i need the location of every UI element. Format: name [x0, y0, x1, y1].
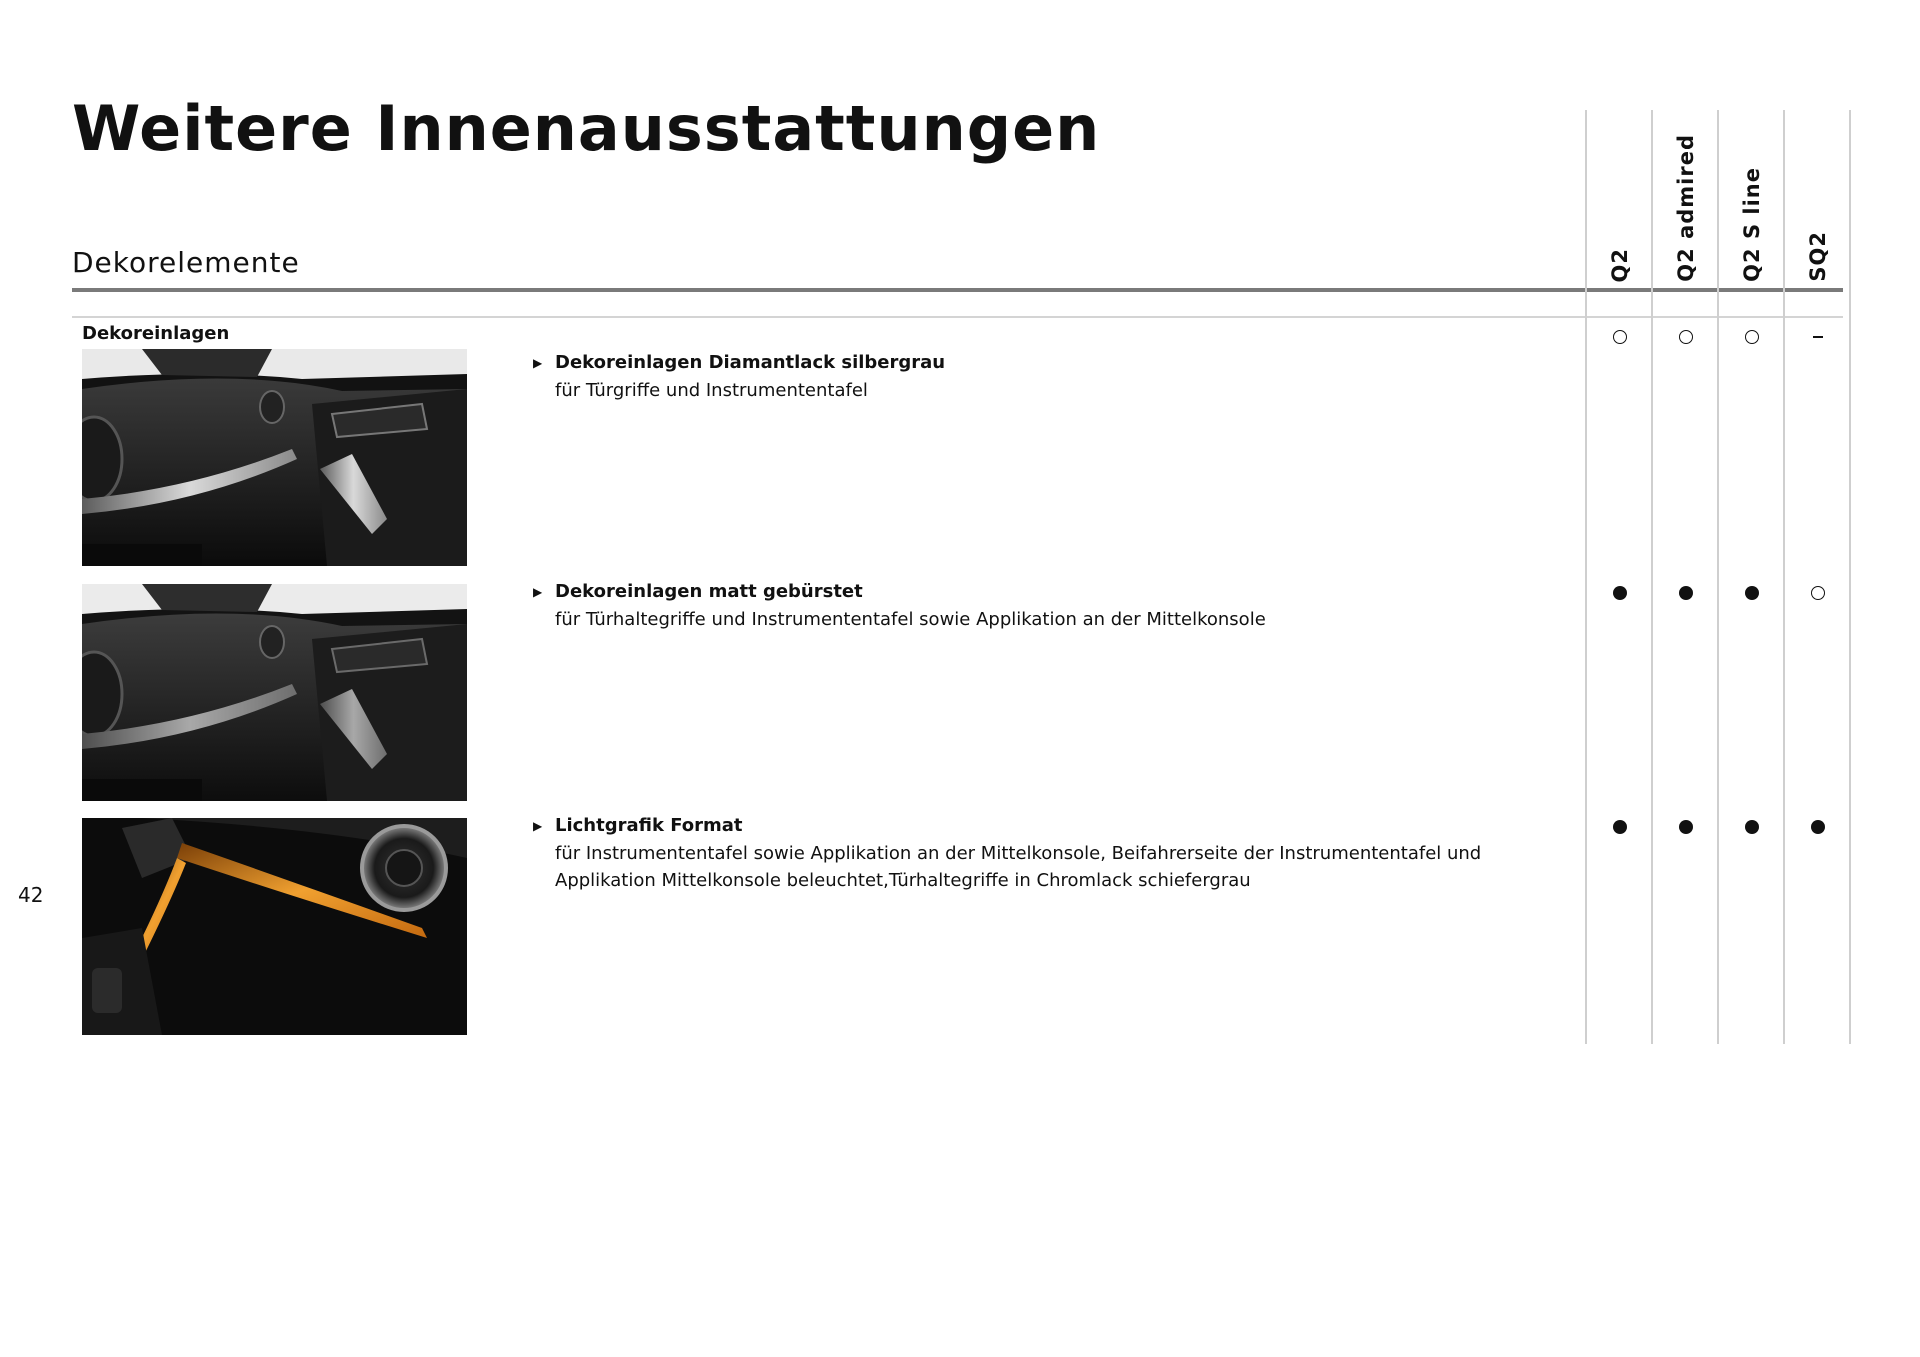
row-description: für Türhaltegriffe und Instrumententafel sowie Applikation an der Mittelkonsole	[555, 609, 1266, 630]
availability-optional-icon	[1653, 325, 1718, 349]
row-title: ▶ Dekoreinlagen Diamantlack silbergrau	[533, 349, 1483, 377]
availability-optional-icon	[1719, 325, 1784, 349]
availability-standard-icon	[1719, 581, 1784, 605]
triangle-bullet-icon: ▶	[533, 585, 543, 599]
availability-standard-icon	[1785, 815, 1850, 839]
model-header-sq2: SQ2	[1805, 231, 1830, 282]
availability-standard-icon	[1653, 581, 1718, 605]
page-number: 42	[18, 883, 44, 907]
triangle-bullet-icon: ▶	[533, 819, 543, 833]
availability-standard-icon	[1653, 815, 1718, 839]
availability-optional-icon	[1785, 581, 1850, 605]
model-header-q2-admired: Q2 admired	[1673, 134, 1698, 282]
row-text	[533, 812, 1483, 894]
group-label: Dekoreinlagen	[82, 323, 230, 344]
row-description: für Instrumententafel sowie Applikation an der Mittelkonsole, Beifahrerseite der Instrumententafel und Applikation Mittelkonsole beleuchtet,Türhaltegriffe in Chromlack schiefergrau	[555, 843, 1482, 891]
availability-standard-icon	[1719, 815, 1784, 839]
page-title: Weitere Innenausstattungen	[72, 92, 1101, 165]
row-image-ambient-light	[82, 818, 467, 1035]
group-rule	[72, 316, 1843, 318]
row-image-silver-trim	[82, 349, 467, 566]
model-header-q2-s-line: Q2 S line	[1739, 167, 1764, 282]
row-title: ▶ Lichtgrafik Format	[533, 812, 1483, 840]
availability-not-available-icon	[1785, 325, 1850, 349]
row-text	[533, 349, 1483, 404]
header-rule	[72, 288, 1843, 292]
row-text	[533, 578, 1483, 633]
model-header-q2: Q2	[1607, 247, 1632, 282]
section-title: Dekorelemente	[72, 246, 300, 279]
triangle-bullet-icon: ▶	[533, 356, 543, 370]
availability-standard-icon	[1587, 815, 1652, 839]
availability-optional-icon	[1587, 325, 1652, 349]
availability-standard-icon	[1587, 581, 1652, 605]
row-title: ▶ Dekoreinlagen matt gebürstet	[533, 578, 1483, 606]
row-description: für Türgriffe und Instrumententafel	[555, 380, 868, 401]
row-image-brushed-trim	[82, 584, 467, 801]
